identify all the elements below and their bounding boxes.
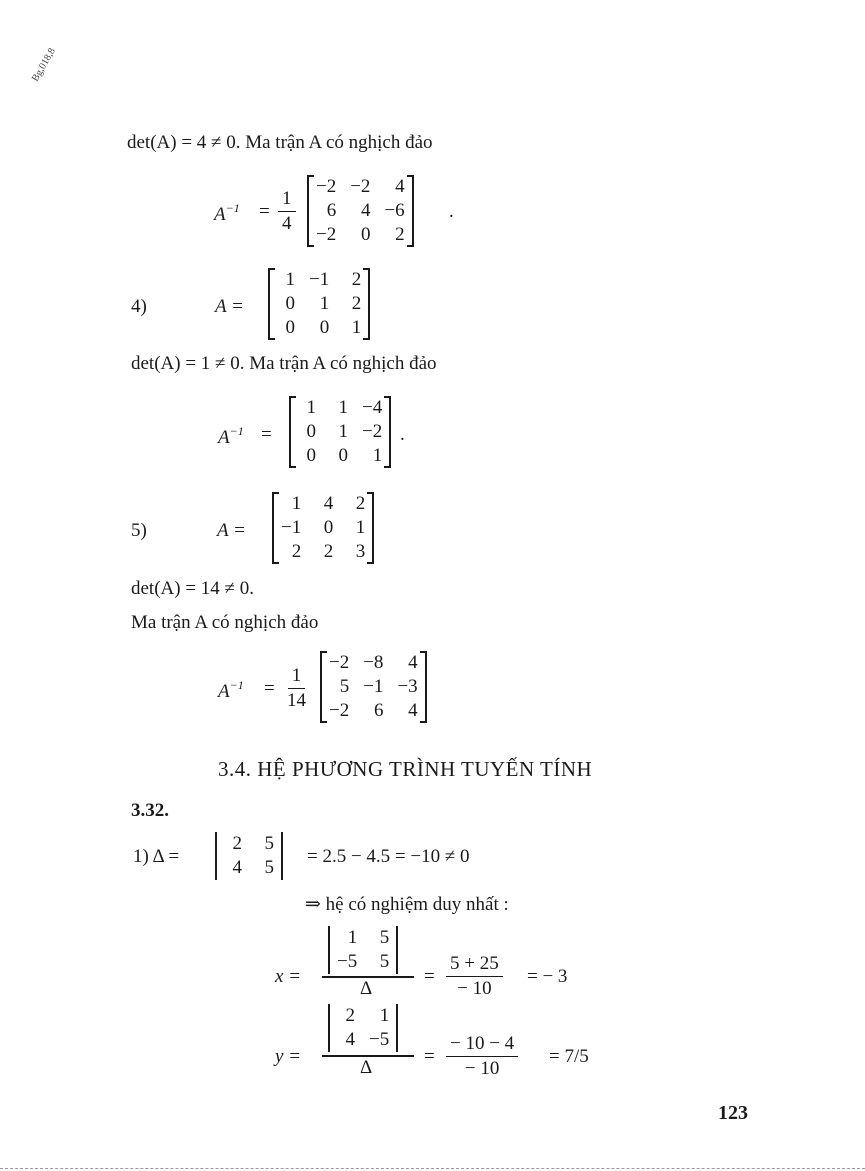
matrix-cell: −2 — [362, 421, 383, 442]
item-number-4: 4) — [131, 296, 147, 317]
y-delta: Δ — [360, 1057, 373, 1078]
matrix-inverse-4 — [289, 396, 391, 468]
trailing-period-3: . — [449, 201, 454, 222]
matrix-cell: 1 — [379, 1005, 390, 1026]
matrix-cell: 2 — [232, 833, 242, 854]
matrix-cell: 1 — [355, 517, 366, 538]
matrix-cell: −1 — [281, 517, 302, 538]
matrix-cell: 2 — [291, 541, 302, 562]
x-fraction — [446, 952, 503, 1001]
matrix-cell: 4 — [408, 700, 418, 721]
matrix-cell: −2 — [329, 652, 350, 673]
matrix-cell: 5 — [339, 676, 350, 697]
matrix-inverse-5 — [320, 651, 427, 723]
fraction-numerator: 1 — [288, 664, 306, 689]
fraction-numerator: 5 + 25 — [446, 952, 503, 977]
matrix-cell: −2 — [316, 176, 337, 197]
matrix-cell: 4 — [323, 493, 334, 514]
fraction-5 — [283, 664, 310, 713]
a-label-5: A = — [217, 520, 246, 541]
matrix-cell: 1 — [351, 317, 362, 338]
matrix-cell: 4 — [232, 857, 242, 878]
fraction-numerator: − 10 − 4 — [446, 1032, 518, 1057]
y-label: y = — [275, 1046, 302, 1067]
matrix-a-5 — [272, 492, 374, 564]
matrix-cell: 6 — [326, 200, 337, 221]
matrix-cell: 0 — [319, 317, 330, 338]
y-result: = 7/5 — [549, 1046, 589, 1067]
page-number: 123 — [718, 1102, 748, 1124]
fraction-numerator: 1 — [278, 187, 296, 212]
matrix-cell: 1 — [338, 397, 348, 418]
item-number-5: 5) — [131, 520, 147, 541]
matrix-a-4 — [268, 268, 370, 340]
matrix-cell: 1 — [338, 421, 348, 442]
matrix-cell: 2 — [345, 1005, 355, 1026]
matrix-cell: −2 — [316, 224, 337, 245]
det-line-3: det(A) = 4 ≠ 0. Ma trận A có nghịch đảo — [127, 132, 433, 153]
matrix-cell: 1 — [291, 493, 302, 514]
matrix-cell: 6 — [373, 700, 384, 721]
det-line-5: det(A) = 14 ≠ 0. — [131, 578, 254, 599]
matrix-cell: 3 — [355, 541, 366, 562]
fraction-denominator: − 10 — [464, 1058, 500, 1079]
matrix-cell: 1 — [285, 269, 295, 290]
trailing-period-4: . — [400, 424, 405, 445]
matrix-cell: 5 — [264, 833, 274, 854]
matrix-cell: 5 — [379, 927, 390, 948]
matrix-cell: −1 — [309, 269, 330, 290]
inverse-label-4: $A^{-1}$ — [218, 424, 244, 448]
y-fraction — [446, 1032, 518, 1081]
matrix-cell: 0 — [338, 445, 348, 466]
matrix-cell: 0 — [285, 293, 295, 314]
matrix-cell: 2 — [323, 541, 334, 562]
matrix-cell: 2 — [351, 293, 362, 314]
unique-solution-line: ⇒ hệ có nghiệm duy nhất : — [305, 894, 509, 915]
x-result: = − 3 — [527, 966, 568, 987]
matrix-cell: 5 — [379, 951, 390, 972]
matrix-cell: −6 — [384, 200, 405, 221]
matrix-cell: 0 — [306, 445, 316, 466]
matrix-cell: 0 — [306, 421, 316, 442]
x-label: x = — [275, 966, 302, 987]
matrix-cell: 4 — [345, 1029, 355, 1050]
matrix-cell: −2 — [350, 176, 371, 197]
matrix-cell: 2 — [355, 493, 366, 514]
inverse-label-3: $A^{-1}$ — [214, 201, 240, 225]
matrix-cell: 4 — [395, 176, 405, 197]
matrix-cell: −3 — [397, 676, 418, 697]
matrix-cell: 0 — [360, 224, 371, 245]
matrix-cell: 5 — [264, 857, 274, 878]
matrix-cell: −5 — [337, 951, 358, 972]
page-bottom-rule — [0, 1168, 865, 1169]
matrix-cell: −4 — [362, 397, 383, 418]
y-determinant — [328, 1004, 398, 1052]
equals-5: = — [264, 678, 275, 699]
delta-determinant — [215, 832, 283, 880]
inverse-intro-5: Ma trận A có nghịch đảo — [131, 612, 319, 633]
matrix-cell: −5 — [369, 1029, 390, 1050]
fraction-3 — [278, 187, 296, 236]
x-determinant — [328, 926, 398, 974]
matrix-cell: 1 — [372, 445, 383, 466]
matrix-cell: −2 — [329, 700, 350, 721]
matrix-cell: 0 — [285, 317, 295, 338]
delta-label: 1) Δ = — [133, 846, 180, 867]
matrix-cell: −8 — [363, 652, 384, 673]
exercise-number: 3.32. — [131, 800, 169, 821]
equals-3: = — [259, 201, 270, 222]
det-line-4: det(A) = 1 ≠ 0. Ma trận A có nghịch đảo — [131, 353, 437, 374]
matrix-cell: 2 — [395, 224, 405, 245]
inverse-label-5: $A^{-1}$ — [218, 678, 244, 702]
matrix-inverse-3 — [307, 175, 414, 247]
matrix-cell: 0 — [323, 517, 334, 538]
matrix-cell: 4 — [408, 652, 418, 673]
delta-result: = 2.5 − 4.5 = −10 ≠ 0 — [307, 846, 470, 867]
y-equals: = — [424, 1046, 435, 1067]
x-delta: Δ — [360, 978, 373, 999]
fraction-denominator: − 10 — [457, 978, 492, 999]
x-equals: = — [424, 966, 435, 987]
fraction-denominator: 4 — [282, 213, 292, 234]
matrix-cell: 4 — [360, 200, 371, 221]
matrix-cell: 1 — [347, 927, 358, 948]
equals-4: = — [261, 424, 272, 445]
matrix-cell: 1 — [306, 397, 316, 418]
a-label-4: A = — [215, 296, 244, 317]
matrix-cell: 1 — [319, 293, 330, 314]
section-title: 3.4. HỆ PHƯƠNG TRÌNH TUYẾN TÍNH — [218, 757, 593, 781]
matrix-cell: 2 — [351, 269, 362, 290]
library-stamp: Bg,018,8 — [30, 46, 58, 84]
matrix-cell: −1 — [363, 676, 384, 697]
fraction-denominator: 14 — [287, 690, 306, 711]
